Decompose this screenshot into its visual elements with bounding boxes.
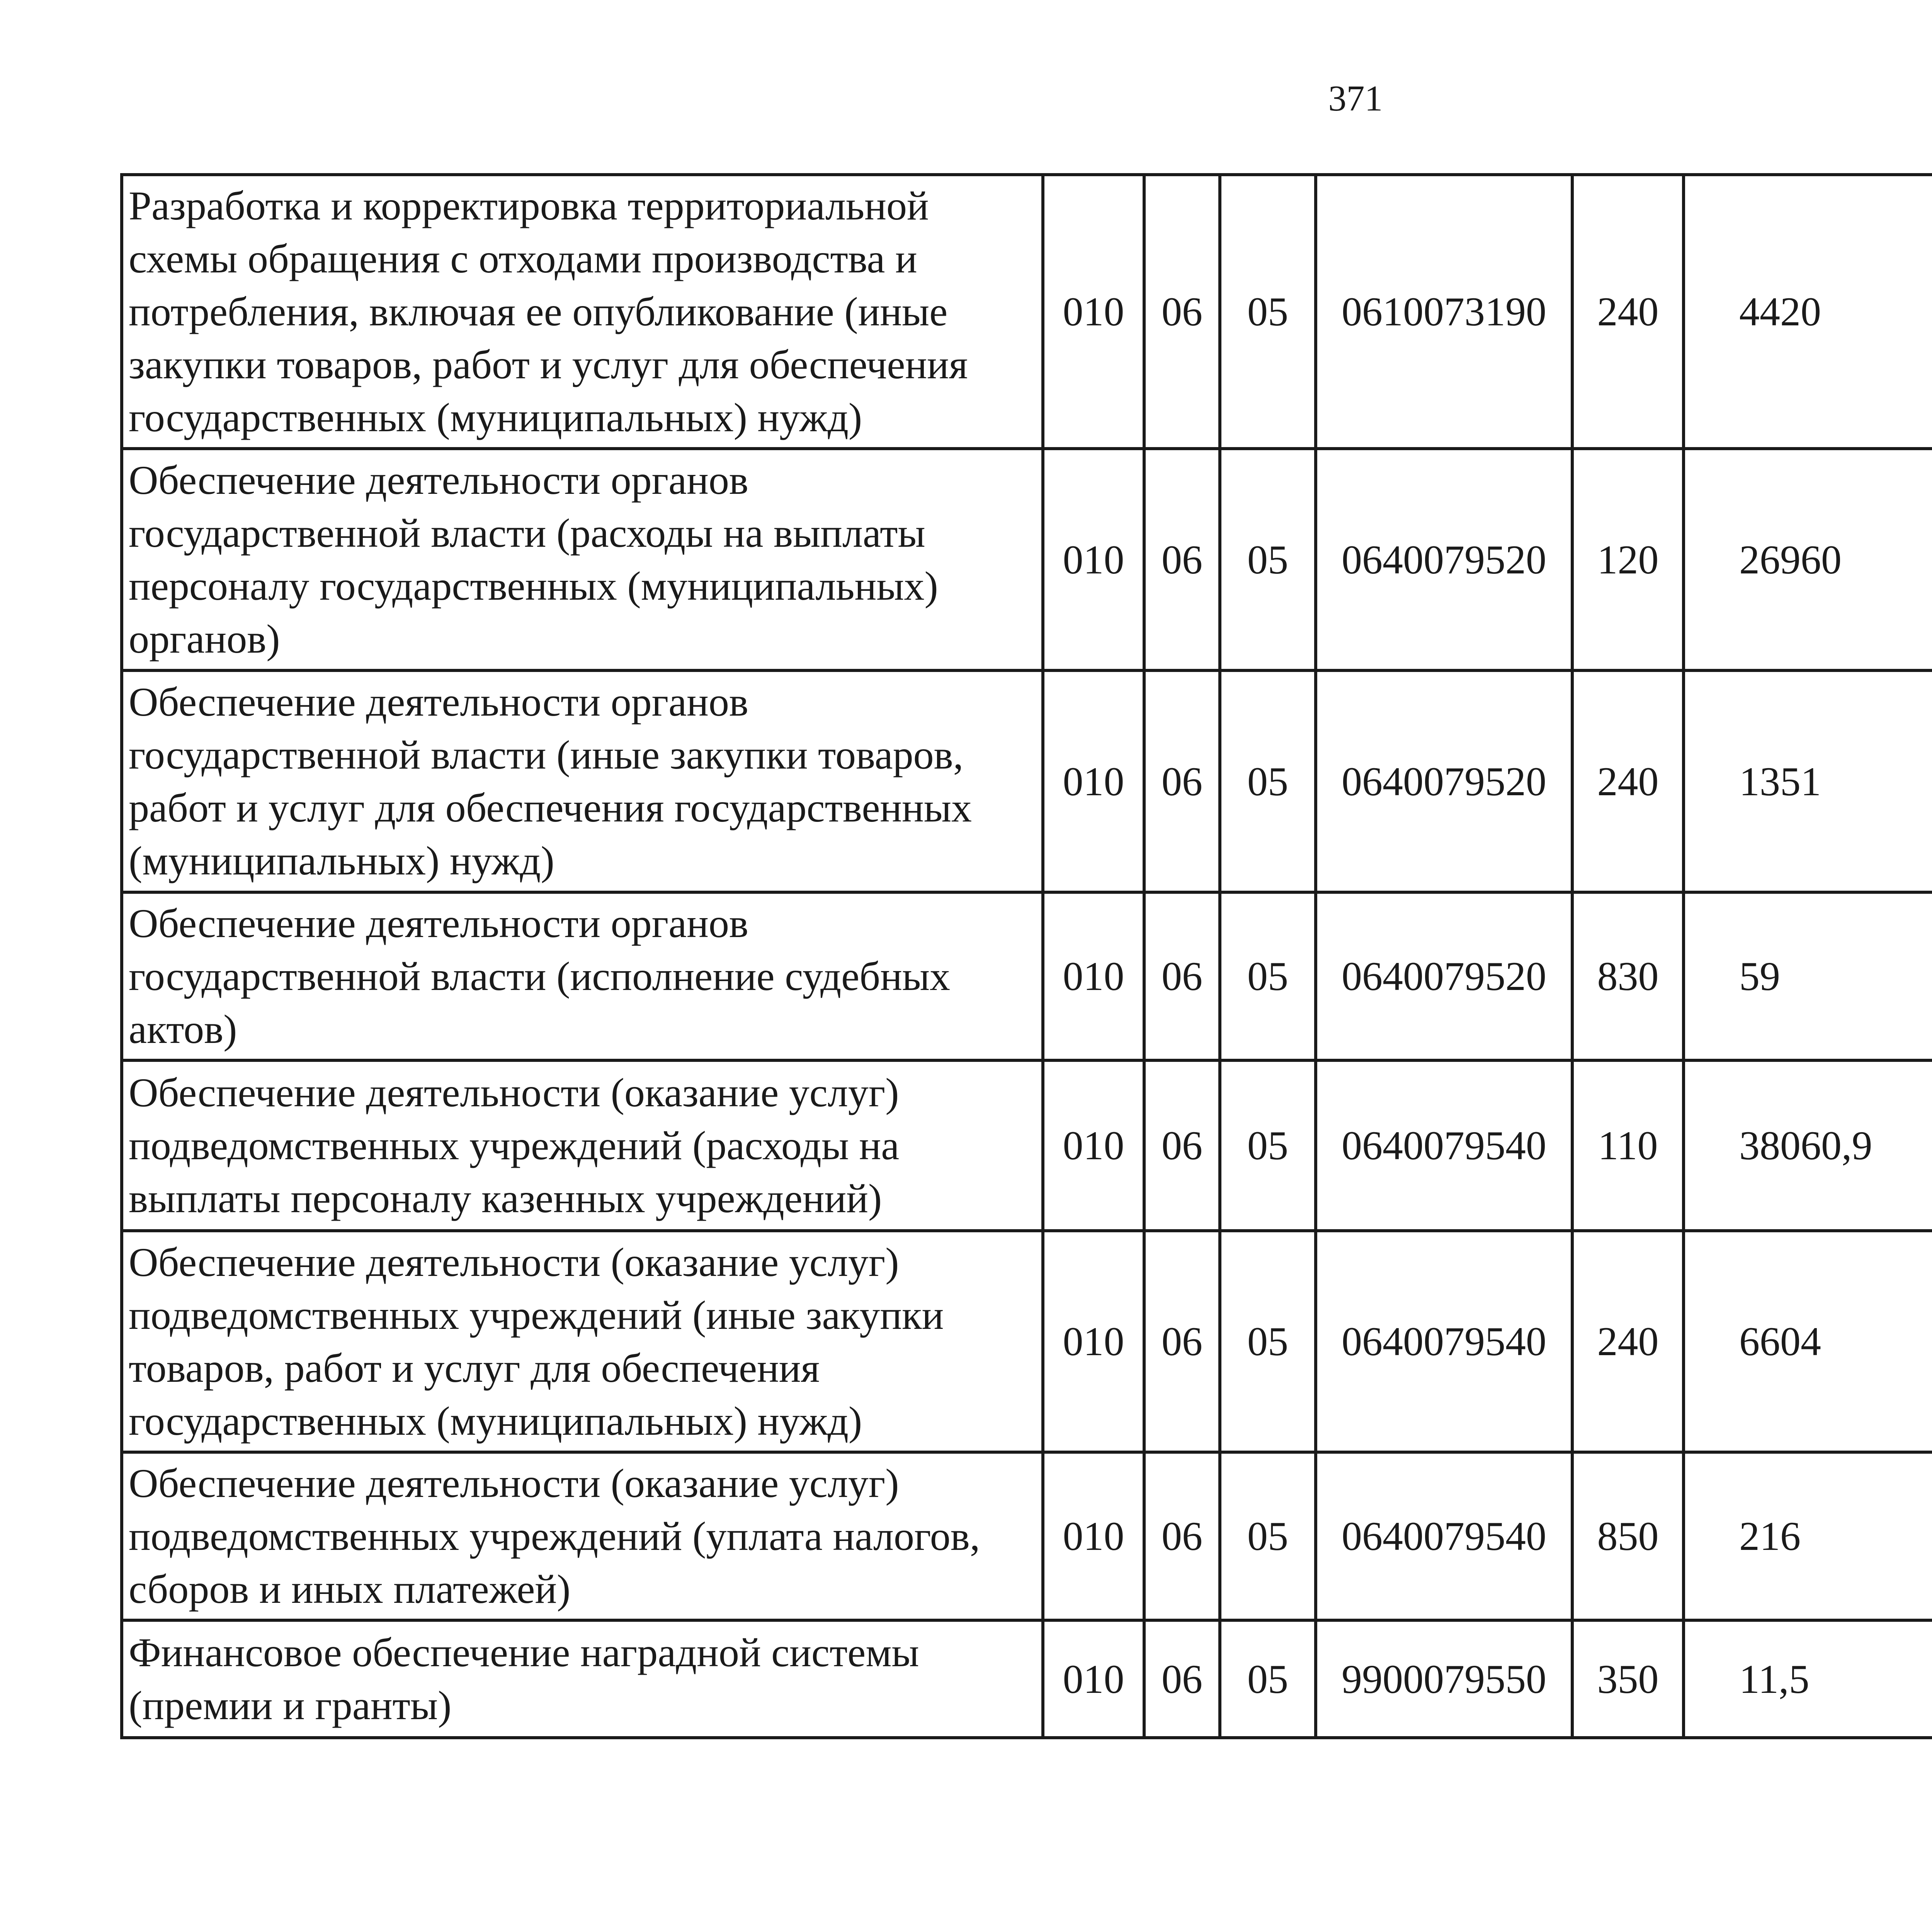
expense-name: Обеспечение деятельности органов государственной власти (иные закупки товаров, работ и услуг для обеспечения государственных (муниципальных) нужд) — [122, 670, 1043, 892]
ministry-code: 010 — [1043, 1060, 1144, 1231]
target-article-code: 0640079540 — [1316, 1231, 1572, 1452]
table-row — [122, 1452, 1932, 1620]
section-code: 06 — [1144, 670, 1220, 892]
subsection-code: 05 — [1220, 1620, 1316, 1738]
expense-name: Обеспечение деятельности органов государственной власти (расходы на выплаты персоналу государственных (муниципальных) органов) — [122, 449, 1043, 670]
table-row — [122, 1060, 1932, 1231]
section-code: 06 — [1144, 892, 1220, 1060]
table-row — [122, 175, 1932, 449]
amount-year-1: 11,5 — [1684, 1620, 1932, 1738]
subsection-code: 05 — [1220, 1231, 1316, 1452]
expense-type-code: 120 — [1572, 449, 1684, 670]
target-article-code: 0640079540 — [1316, 1060, 1572, 1231]
target-article-code: 9900079550 — [1316, 1620, 1572, 1738]
expense-name: Обеспечение деятельности органов государственной власти (исполнение судебных актов) — [122, 892, 1043, 1060]
subsection-code: 05 — [1220, 670, 1316, 892]
amount-year-1: 1351 — [1684, 670, 1932, 892]
target-article-code: 0640079520 — [1316, 449, 1572, 670]
target-article-code: 0640079520 — [1316, 670, 1572, 892]
target-article-code: 0640079540 — [1316, 1452, 1572, 1620]
section-code: 06 — [1144, 1620, 1220, 1738]
ministry-code: 010 — [1043, 175, 1144, 449]
subsection-code: 05 — [1220, 1452, 1316, 1620]
subsection-code: 05 — [1220, 892, 1316, 1060]
expense-name: Обеспечение деятельности (оказание услуг) подведомственных учреждений (уплата налогов, сборов и иных платежей) — [122, 1452, 1043, 1620]
ministry-code: 010 — [1043, 670, 1144, 892]
amount-year-1: 38060,9 — [1684, 1060, 1932, 1231]
table-row — [122, 1231, 1932, 1452]
expense-type-code: 240 — [1572, 1231, 1684, 1452]
table-row — [122, 1620, 1932, 1738]
expense-name: Обеспечение деятельности (оказание услуг) подведомственных учреждений (иные закупки товаров, работ и услуг для обеспечения государственных (муниципальных) нужд) — [122, 1231, 1043, 1452]
amount-year-1: 216 — [1684, 1452, 1932, 1620]
subsection-code: 05 — [1220, 449, 1316, 670]
subsection-code: 05 — [1220, 1060, 1316, 1231]
table-row — [122, 892, 1932, 1060]
section-code: 06 — [1144, 175, 1220, 449]
amount-year-1: 26960 — [1684, 449, 1932, 670]
table-row — [122, 449, 1932, 670]
expense-name: Финансовое обеспечение наградной системы (премии и гранты) — [122, 1620, 1043, 1738]
page-number: 371 — [1328, 78, 1383, 119]
amount-year-1: 6604 — [1684, 1231, 1932, 1452]
section-code: 06 — [1144, 1231, 1220, 1452]
expense-type-code: 240 — [1572, 175, 1684, 449]
section-code: 06 — [1144, 1060, 1220, 1231]
amount-year-1: 4420 — [1684, 175, 1932, 449]
amount-year-1: 59 — [1684, 892, 1932, 1060]
expense-name: Обеспечение деятельности (оказание услуг) подведомственных учреждений (расходы на выплаты персоналу казенных учреждений) — [122, 1060, 1043, 1231]
expense-type-code: 830 — [1572, 892, 1684, 1060]
ministry-code: 010 — [1043, 1452, 1144, 1620]
ministry-code: 010 — [1043, 449, 1144, 670]
expense-type-code: 110 — [1572, 1060, 1684, 1231]
ministry-code: 010 — [1043, 892, 1144, 1060]
subsection-code: 05 — [1220, 175, 1316, 449]
ministry-code: 010 — [1043, 1620, 1144, 1738]
target-article-code: 0640079520 — [1316, 892, 1572, 1060]
section-code: 06 — [1144, 1452, 1220, 1620]
table-row — [122, 670, 1932, 892]
budget-table — [120, 173, 1932, 1739]
expense-type-code: 240 — [1572, 670, 1684, 892]
target-article-code: 0610073190 — [1316, 175, 1572, 449]
expense-type-code: 350 — [1572, 1620, 1684, 1738]
expense-type-code: 850 — [1572, 1452, 1684, 1620]
expense-name: Разработка и корректировка территориальной схемы обращения с отходами производства и потребления, включая ее опубликование (иные закупки товаров, работ и услуг для обеспечения государственных (муниципальных) нужд) — [122, 175, 1043, 449]
section-code: 06 — [1144, 449, 1220, 670]
ministry-code: 010 — [1043, 1231, 1144, 1452]
